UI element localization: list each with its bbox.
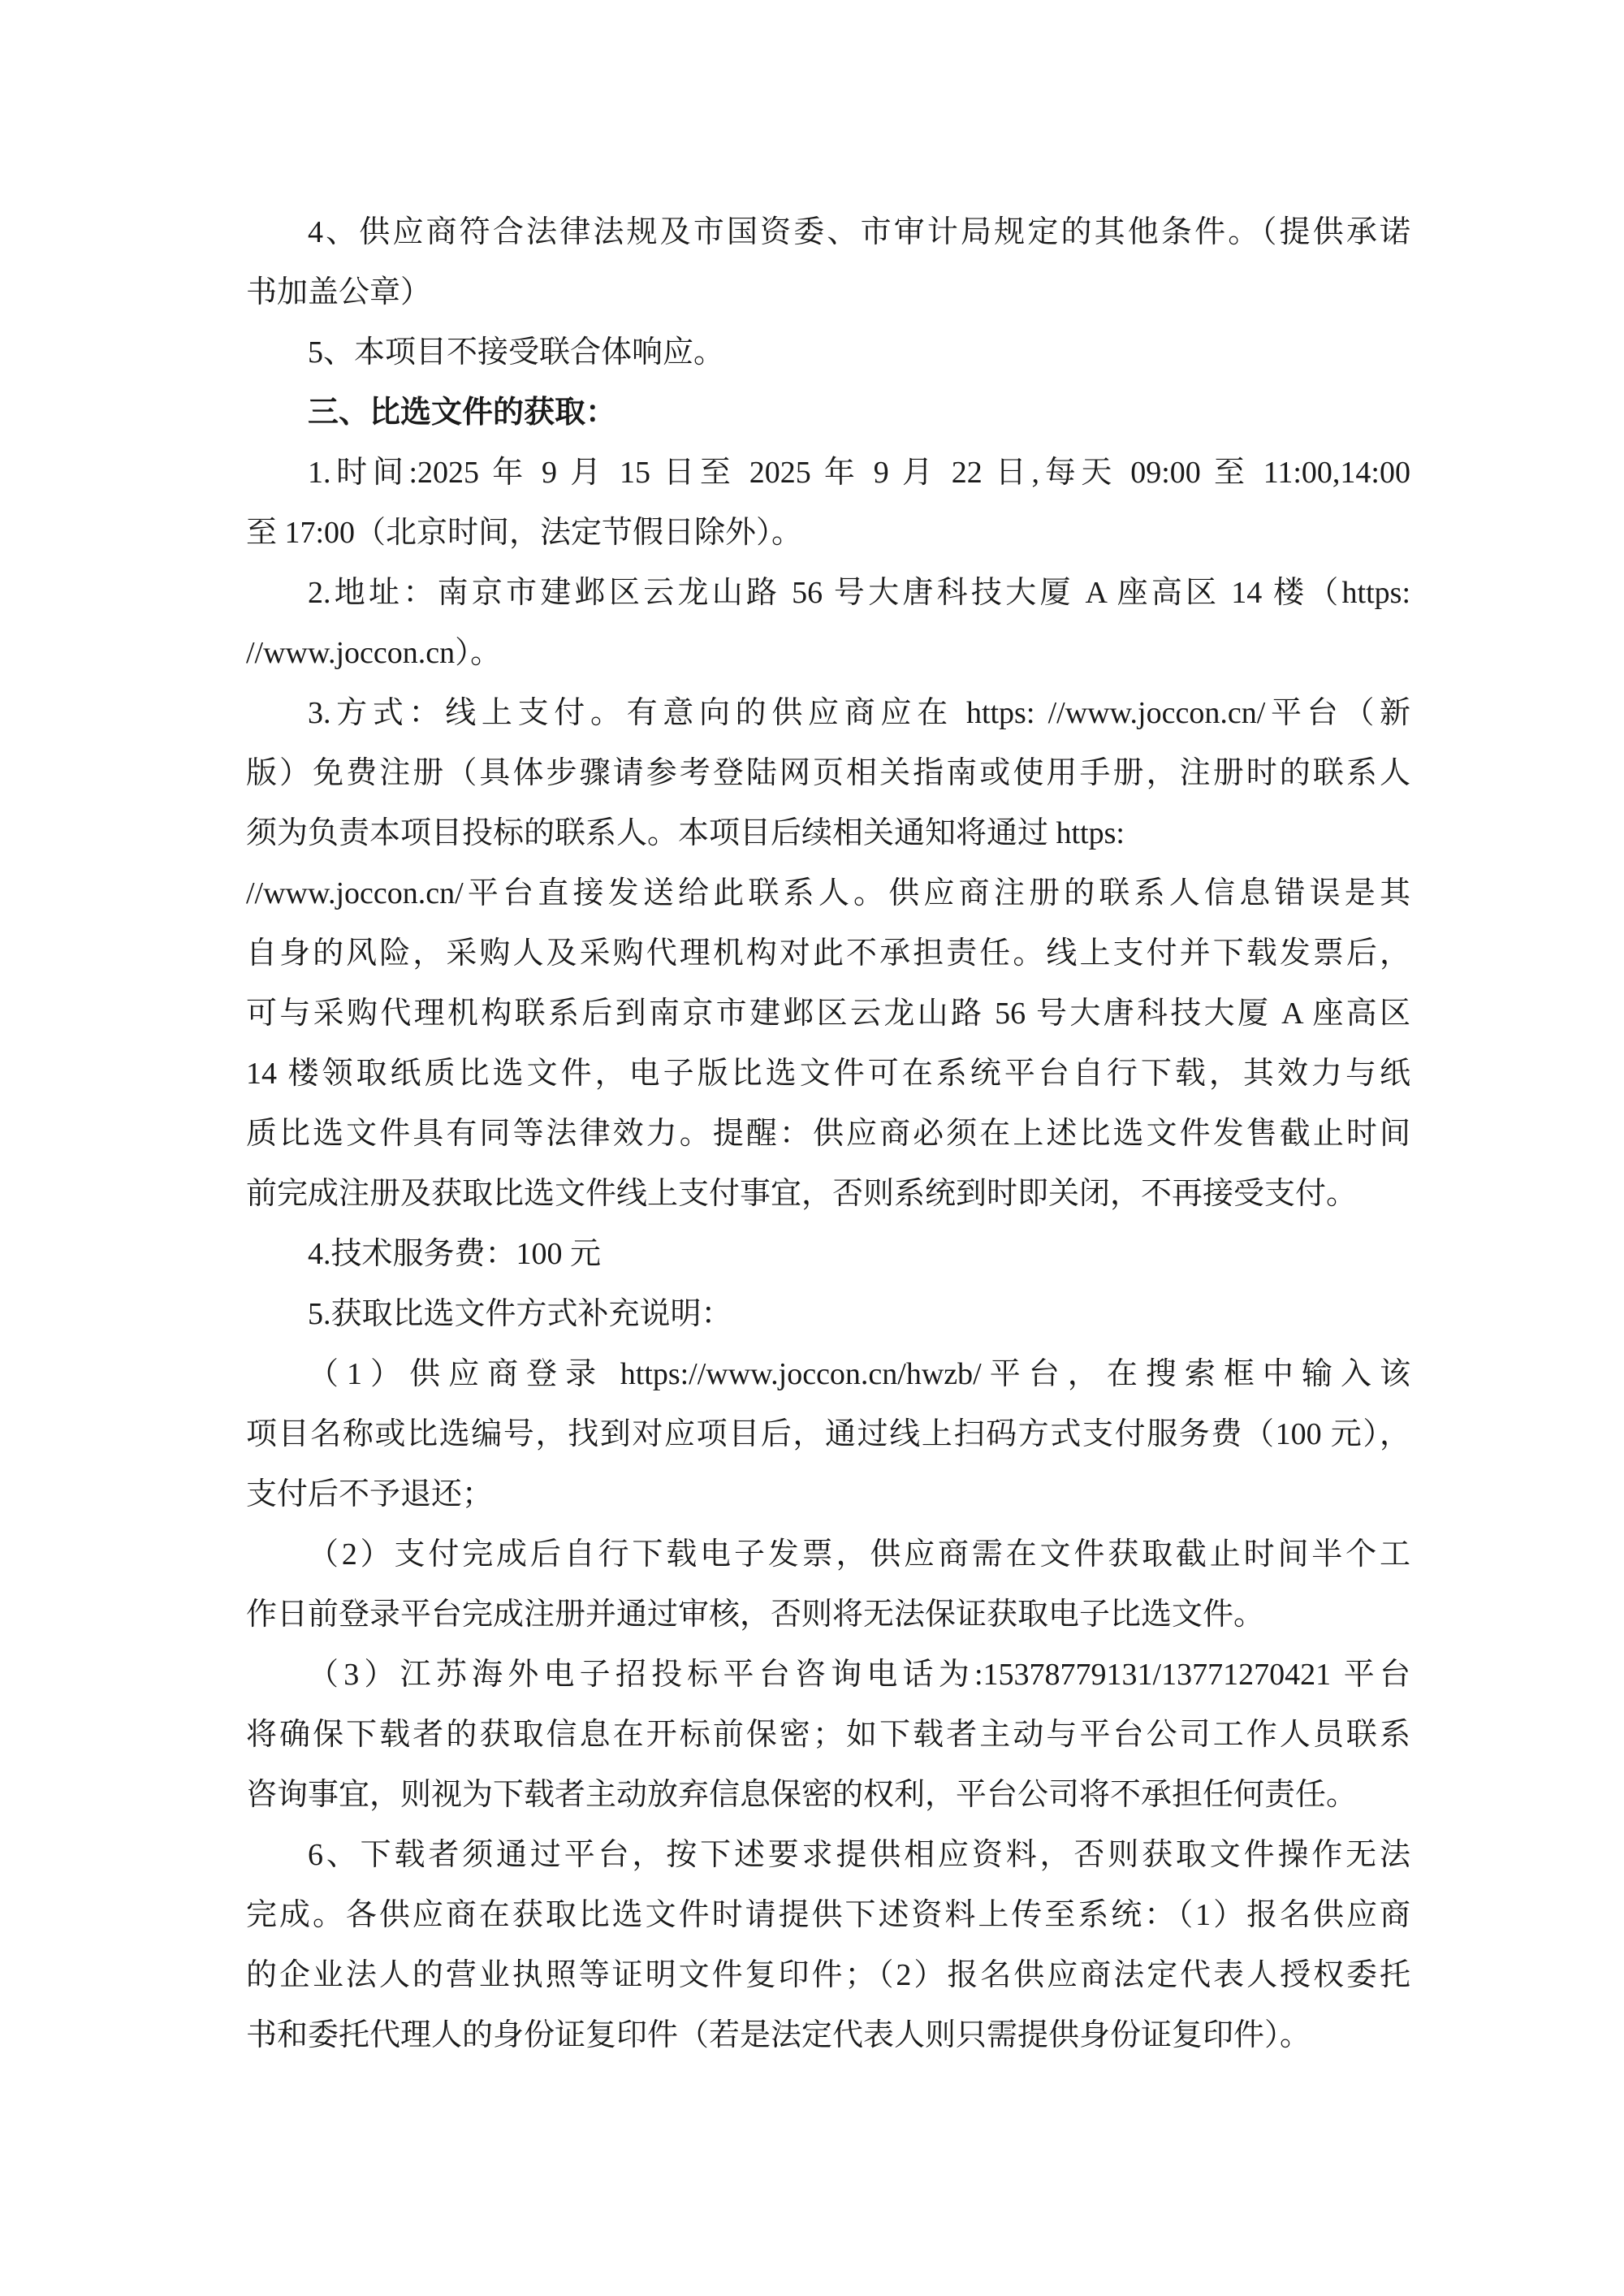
doc-line: 2.地址：南京市建邺区云龙山路 56 号大唐科技大厦 A 座高区 14 楼（https:	[308, 576, 1410, 610]
doc-line: 6、下载者须通过平台，按下述要求提供相应资料，否则获取文件操作无法	[308, 1838, 1410, 1872]
doc-line: 14 楼领取纸质比选文件，电子版比选文件可在系统平台自行下载，其效力与纸	[246, 1057, 1410, 1091]
doc-line: 书和委托代理人的身份证复印件（若是法定代表人则只需提供身份证复印件）。	[246, 2018, 1311, 2052]
doc-line: 自身的风险，采购人及采购代理机构对此不承担责任。线上支付并下载发票后，	[246, 936, 1410, 971]
doc-line: 支付后不予退还；	[246, 1477, 494, 1511]
section-heading: 三、比选文件的获取：	[308, 396, 617, 430]
doc-line: 的企业法人的营业执照等证明文件复印件；（2）报名供应商法定代表人授权委托	[246, 1958, 1410, 1992]
doc-line: 咨询事宜，则视为下载者主动放弃信息保密的权利，平台公司将不承担任何责任。	[246, 1778, 1358, 1812]
doc-line: 质比选文件具有同等法律效力。提醒：供应商必须在上述比选文件发售截止时间	[246, 1117, 1410, 1151]
doc-line: 项目名称或比选编号，找到对应项目后，通过线上扫码方式支付服务费（100 元），	[246, 1417, 1410, 1451]
doc-line: 4、供应商符合法律法规及市国资委、市审计局规定的其他条件。（提供承诺	[308, 215, 1410, 249]
doc-line: 将确保下载者的获取信息在开标前保密；如下载者主动与平台公司工作人员联系	[246, 1718, 1410, 1752]
doc-line: 前完成注册及获取比选文件线上支付事宜，否则系统到时即关闭，不再接受支付。	[246, 1177, 1358, 1211]
doc-line: （1）供应商登录 https://www.joccon.cn/hwzb/平台，在搜索框中输入该	[308, 1357, 1410, 1391]
doc-line: //www.joccon.cn）。	[246, 636, 502, 670]
doc-line: 5.获取比选文件方式补充说明：	[308, 1297, 732, 1331]
doc-line: 1.时间:2025 年 9 月 15 日至 2025 年 9 月 22 日,每天 09:00 至 11:00,14:00	[308, 456, 1410, 490]
doc-line: 至 17:00（北京时间，法定节假日除外）。	[246, 516, 803, 550]
doc-line: 书加盖公章）	[246, 275, 432, 309]
doc-line: 5、本项目不接受联合体响应。	[308, 335, 725, 370]
doc-line: 须为负责本项目投标的联系人。本项目后续相关通知将通过 https:	[246, 816, 1125, 850]
doc-line: 3.方式：线上支付。有意向的供应商应在 https: //www.joccon.cn/平台（新	[308, 696, 1410, 730]
doc-line: 可与采购代理机构联系后到南京市建邺区云龙山路 56 号大唐科技大厦 A 座高区	[246, 997, 1410, 1031]
doc-line: （2）支付完成后自行下载电子发票，供应商需在文件获取截止时间半个工	[308, 1537, 1410, 1572]
doc-line: 作日前登录平台完成注册并通过审核，否则将无法保证获取电子比选文件。	[246, 1598, 1265, 1632]
doc-line: 4.技术服务费：100 元	[308, 1237, 602, 1271]
doc-line: （3）江苏海外电子招投标平台咨询电话为:15378779131/13771270421 平台	[308, 1658, 1410, 1692]
doc-line: 完成。各供应商在获取比选文件时请提供下述资料上传至系统：（1）报名供应商	[246, 1898, 1410, 1932]
doc-line: //www.joccon.cn/平台直接发送给此联系人。供应商注册的联系人信息错误是其	[246, 876, 1410, 910]
doc-line: 版）免费注册（具体步骤请参考登陆网页相关指南或使用手册，注册时的联系人	[246, 756, 1410, 790]
text-block	[246, 202, 1410, 2065]
